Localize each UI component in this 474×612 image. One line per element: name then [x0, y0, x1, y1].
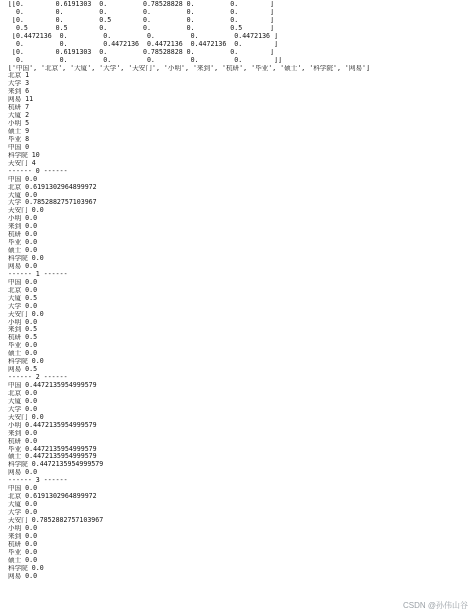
- console-line: 硕士 9: [8, 128, 30, 135]
- console-line: 0. 0. 0. 0. 0. 0. ]: [8, 8, 274, 16]
- console-line: 杭研 0.5: [8, 334, 38, 342]
- console-line: 大学 0.0: [8, 405, 38, 413]
- console-line: 0. 0. 0. 0. 0. 0. ]]: [8, 56, 282, 64]
- console-line: 来到 6: [8, 88, 30, 96]
- console-line: 科学院 0.0: [8, 358, 44, 366]
- console-line: 大厦 2: [8, 112, 30, 120]
- console-line: 北京 1: [8, 72, 30, 80]
- console-line: 天安门 0.7852882757103967: [8, 516, 104, 524]
- console-line: 大厦 0.5: [8, 294, 38, 302]
- console-line: ------ 1 ------: [8, 270, 68, 278]
- console-line: 来到 0.0: [8, 223, 38, 231]
- console-line: [[0. 0.6191303 0. 0.78528828 0. 0. ]: [8, 1, 274, 8]
- console-line: 杭研 0.0: [8, 540, 38, 548]
- console-line: 天安门 0.0: [8, 207, 44, 215]
- console-line: 大学 3: [8, 80, 30, 88]
- console-line: 0. 0. 0.4472136 0.4472136 0.4472136 0. ]: [8, 40, 278, 48]
- console-line: 网易 11: [8, 96, 34, 104]
- console-line: 天安门 0.0: [8, 310, 44, 318]
- console-line: 科学院 0.0: [8, 255, 44, 262]
- console-line: 大厦 0.0: [8, 397, 38, 405]
- console-line: 毕业 0.0: [8, 548, 38, 556]
- console-line: 北京 0.6191302964899972: [8, 183, 97, 191]
- console-line: 网易 0.0: [8, 469, 38, 477]
- console-line: ------ 3 ------: [8, 477, 68, 485]
- console-line: 网易 0.0: [8, 572, 38, 580]
- console-line: 网易 0.0: [8, 262, 38, 270]
- console-line: 大学 0.0: [8, 302, 38, 310]
- console-line: 大厦 0.0: [8, 501, 38, 509]
- console-line: 毕业 0.0: [8, 239, 38, 247]
- console-line: 中国 0.0: [8, 175, 38, 183]
- console-line: 中国 0: [8, 143, 30, 151]
- console-line: 科学院 0.0: [8, 564, 44, 572]
- console-line: 科学院 10: [8, 151, 40, 159]
- console-line: 小明 0.0: [8, 215, 38, 223]
- console-line: 来到 0.5: [8, 326, 38, 334]
- console-line: 大厦 0.0: [8, 191, 38, 199]
- console-line: 硕士 0.0: [8, 350, 38, 358]
- console-line: [0. 0. 0.5 0. 0. 0. ]: [8, 16, 274, 24]
- console-line: 来到 0.0: [8, 429, 38, 437]
- console-line: 来到 0.0: [8, 532, 38, 540]
- console-line: 科学院 0.4472135954999579: [8, 461, 104, 469]
- console-line: 0.5 0.5 0. 0. 0. 0.5 ]: [8, 24, 274, 32]
- console-line: 硕士 0.4472135954999579: [8, 453, 97, 461]
- console-line: 大学 0.0: [8, 509, 38, 516]
- console-line: 中国 0.0: [8, 278, 38, 286]
- console-line: 大学 0.7852882757103967: [8, 199, 97, 207]
- console-line: 小明 0.4472135954999579: [8, 421, 97, 429]
- console-line: 小明 0.0: [8, 318, 38, 326]
- console-line: ------ 0 ------: [8, 167, 68, 175]
- console-line: 小明 5: [8, 120, 30, 128]
- console-line: 中国 0.4472135954999579: [8, 382, 97, 389]
- console-line: 北京 0.6191302964899972: [8, 493, 97, 501]
- console-line: 北京 0.0: [8, 389, 38, 397]
- console-line: 杭研 7: [8, 104, 30, 112]
- csdn-watermark: CSDN @孙伟山谷: [402, 601, 468, 611]
- console-line: 毕业 0.0: [8, 342, 38, 350]
- console-line: 北京 0.0: [8, 286, 38, 294]
- console-line: 天安门 0.0: [8, 413, 44, 421]
- console-line: [0.4472136 0. 0. 0. 0. 0.4472136 ]: [8, 32, 278, 40]
- console-line: 硕士 0.0: [8, 247, 38, 255]
- console-line: 小明 0.0: [8, 524, 38, 532]
- console-line: 杭研 0.0: [8, 231, 38, 239]
- console-line: 硕士 0.0: [8, 556, 38, 564]
- console-line: 中国 0.0: [8, 485, 38, 493]
- console-line: 网易 0.5: [8, 366, 38, 374]
- console-line: 天安门 4: [8, 159, 36, 167]
- console-line: 毕业 8: [8, 135, 30, 143]
- console-line: 毕业 0.4472135954999579: [8, 445, 97, 453]
- console-line: 杭研 0.0: [8, 437, 38, 445]
- console-line: ['中国', '北京', '大厦', '大学', '天安门', '小明', '来到', '杭研', '毕业', '硕士', '科学院', '网易']: [8, 64, 370, 72]
- console-line: [0. 0.6191303 0. 0.78528828 0. 0. ]: [8, 48, 274, 56]
- console-output: [8, 1, 468, 580]
- console-line: ------ 2 ------: [8, 374, 68, 382]
